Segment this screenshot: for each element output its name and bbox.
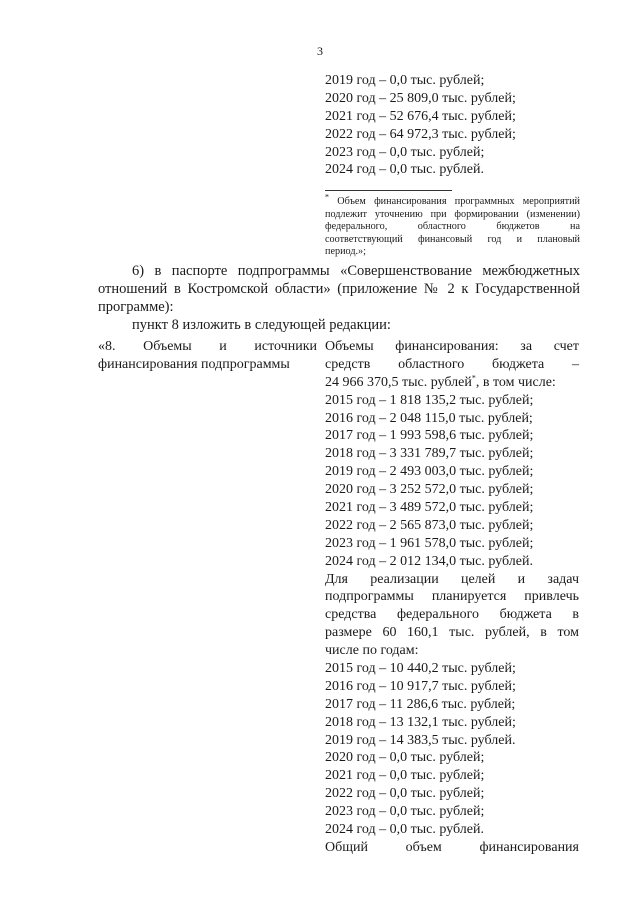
table-left-cell (98, 338, 317, 374)
regional-year-line: 2015 год – 1 818 135,2 тыс. рублей; (325, 392, 534, 408)
footnote-separator (325, 190, 452, 191)
federal-intro-line: подпрограммы планируется привлечь (325, 589, 579, 605)
federal-year-line: 2017 год – 11 286,6 тыс. рублей; (325, 696, 516, 712)
regional-year-line: 2024 год – 2 012 134,0 тыс. рублей. (325, 553, 533, 569)
year-line: 2020 год – 25 809,0 тыс. рублей; (325, 90, 516, 106)
year-line: 2023 год – 0,0 тыс. рублей; (325, 144, 485, 160)
item-8-intro: пункт 8 изложить в следующей редакции: (132, 317, 391, 333)
regional-year-line: 2019 год – 2 493 003,0 тыс. рублей; (325, 464, 534, 480)
regional-year-line: 2020 год – 3 252 572,0 тыс. рублей; (325, 482, 534, 498)
footnote-line: федерального, областного бюджетов на (325, 221, 580, 233)
federal-year-line: 2018 год – 13 132,1 тыс. рублей; (325, 714, 516, 730)
federal-year-line: 2019 год – 14 383,5 тыс. рублей. (325, 732, 516, 748)
federal-year-line: 2023 год – 0,0 тыс. рублей; (325, 804, 485, 820)
footnote-line: соответствующий финансовый год и плановый (325, 233, 580, 245)
footnote-line: Объем финансирования программных мероприятий (337, 196, 580, 207)
funding-intro-line: средств областного бюджета – (325, 356, 579, 372)
left-cell-line: финансирования подпрограммы (98, 356, 290, 372)
footnote (325, 192, 580, 259)
regional-year-line: 2022 год – 2 565 873,0 тыс. рублей; (325, 517, 534, 533)
top-years-list (325, 72, 579, 179)
footnote-line: период.»; (325, 246, 366, 258)
left-cell-line: «8. Объемы и источники (98, 339, 317, 354)
year-line: 2021 год – 52 676,4 тыс. рублей; (325, 108, 516, 124)
year-line: 2022 год – 64 972,3 тыс. рублей; (325, 126, 516, 142)
regional-year-line: 2021 год – 3 489 572,0 тыс. рублей; (325, 500, 534, 516)
funding-intro-line: Объемы финансирования: за счет (325, 339, 579, 354)
federal-intro-line: числе по годам: (325, 643, 419, 659)
federal-intro-line: размере 60 160,1 тыс. рублей, в том (325, 625, 579, 641)
regional-year-line: 2023 год – 1 961 578,0 тыс. рублей; (325, 535, 534, 551)
federal-intro-line: средства федерального бюджета в (325, 607, 579, 623)
funding-total-line (325, 374, 579, 392)
paragraph-line: программе): (98, 299, 174, 315)
page-number: 3 (317, 44, 323, 58)
funding-total-marker: * (471, 373, 476, 383)
closing-line: Общий объем финансирования (325, 839, 579, 855)
footnote-line: подлежит уточнению при формировании (изменении) (325, 208, 580, 220)
year-line: 2019 год – 0,0 тыс. рублей; (325, 73, 485, 88)
federal-intro-line: Для реализации целей и задач (325, 571, 579, 587)
federal-year-line: 2022 год – 0,0 тыс. рублей; (325, 786, 485, 802)
year-line: 2024 год – 0,0 тыс. рублей. (325, 162, 484, 178)
regional-year-line: 2017 год – 1 993 598,6 тыс. рублей; (325, 428, 534, 444)
paragraph-line: 6) в паспорте подпрограммы «Совершенствование межбюджетных (132, 263, 580, 279)
federal-year-line: 2016 год – 10 917,7 тыс. рублей; (325, 678, 516, 694)
regional-year-line: 2016 год – 2 048 115,0 тыс. рублей; (325, 410, 533, 426)
funding-total: 24 966 370,5 тыс. рублей (325, 374, 472, 390)
regional-year-line: 2018 год – 3 331 789,7 тыс. рублей; (325, 446, 534, 462)
federal-year-line: 2021 год – 0,0 тыс. рублей; (325, 768, 485, 784)
funding-total-suffix: , в том числе: (475, 374, 556, 390)
federal-year-line: 2015 год – 10 440,2 тыс. рублей; (325, 661, 516, 677)
paragraph-line: отношений в Костромской области» (приложение № 2 к Государственной (98, 281, 580, 297)
federal-year-line: 2020 год – 0,0 тыс. рублей; (325, 750, 485, 766)
footnote-marker: * (325, 192, 329, 202)
federal-year-line: 2024 год – 0,0 тыс. рублей. (325, 822, 484, 838)
table-right-cell (325, 338, 579, 857)
paragraph-6 (98, 262, 580, 334)
